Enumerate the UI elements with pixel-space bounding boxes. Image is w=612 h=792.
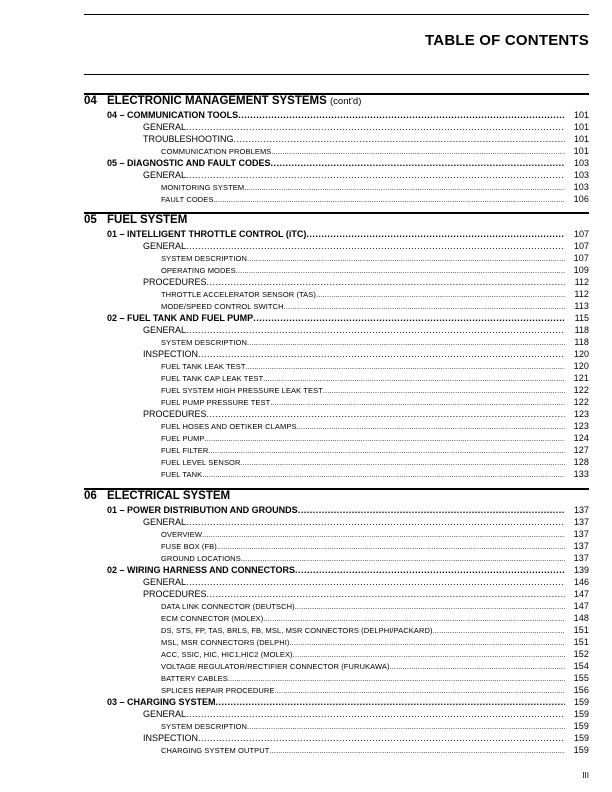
toc-entry-page: 128 bbox=[573, 457, 589, 467]
toc-entry[interactable] bbox=[161, 193, 589, 205]
toc-entry-page: 159 bbox=[573, 709, 589, 719]
toc-entry-page: 112 bbox=[574, 289, 589, 299]
toc-entry-page: 137 bbox=[573, 541, 589, 551]
dot-leader bbox=[202, 469, 565, 481]
toc-entry-page: 118 bbox=[574, 325, 589, 335]
dot-leader bbox=[271, 157, 565, 169]
toc-entry[interactable] bbox=[161, 660, 589, 672]
section-number: 05 bbox=[84, 214, 97, 226]
toc-entry[interactable] bbox=[161, 432, 589, 444]
toc-entry-label: VOLTAGE REGULATOR/RECTIFIER CONNECTOR (FURUKAWA) bbox=[161, 662, 390, 671]
toc-entry[interactable] bbox=[107, 696, 589, 708]
toc-entry-page: 122 bbox=[573, 397, 589, 407]
dot-leader bbox=[306, 228, 565, 240]
toc-entry[interactable] bbox=[161, 624, 589, 636]
toc-entry-page: 159 bbox=[573, 697, 589, 707]
toc-entry[interactable] bbox=[161, 360, 589, 372]
toc-entry-page: 107 bbox=[573, 229, 589, 239]
toc-entry[interactable] bbox=[161, 636, 589, 648]
toc-entry-label: FUEL HOSES AND OETIKER CLAMPS bbox=[161, 422, 297, 431]
toc-entry-label: COMMUNICATION PROBLEMS bbox=[161, 147, 272, 156]
toc-entry[interactable] bbox=[161, 684, 589, 696]
toc-entry-page: 103 bbox=[573, 182, 589, 192]
toc-entry[interactable] bbox=[161, 612, 589, 624]
toc-entry[interactable] bbox=[161, 264, 589, 276]
toc-entry-label: GENERAL bbox=[143, 325, 187, 335]
toc-entry-label: 02 – WIRING HARNESS AND CONNECTORS bbox=[107, 565, 296, 575]
dot-leader bbox=[198, 348, 565, 360]
toc-entry-label: GROUND LOCATIONS bbox=[161, 554, 241, 563]
toc-entry[interactable] bbox=[107, 228, 589, 240]
dot-leader bbox=[298, 504, 565, 516]
toc-entry-label: 01 – INTELLIGENT THROTTLE CONTROL (iTC) bbox=[107, 229, 307, 239]
toc-entry-label: THROTTLE ACCELERATOR SENSOR (TAS) bbox=[161, 290, 316, 299]
toc-entry-page: 109 bbox=[573, 265, 589, 275]
toc-entry-page: 159 bbox=[573, 745, 589, 755]
dot-leader bbox=[238, 109, 565, 121]
toc-entry-label: 02 – FUEL TANK AND FUEL PUMP bbox=[107, 313, 254, 323]
toc-entry-page: 120 bbox=[573, 361, 589, 371]
toc-entry-page: 159 bbox=[573, 721, 589, 731]
toc-entry-label: GENERAL bbox=[143, 122, 187, 132]
toc-entry[interactable] bbox=[107, 109, 589, 121]
toc-entry[interactable] bbox=[161, 300, 589, 312]
toc-entry-page: 137 bbox=[573, 529, 589, 539]
toc-entry-label: GENERAL bbox=[143, 170, 187, 180]
toc-entry[interactable] bbox=[143, 133, 589, 145]
dot-leader bbox=[216, 696, 565, 708]
toc-entry[interactable] bbox=[107, 157, 589, 169]
toc-entry-label: FUSE BOX (FB) bbox=[161, 542, 217, 551]
dot-leader bbox=[186, 240, 565, 252]
toc-entry[interactable] bbox=[107, 312, 589, 324]
toc-entry-page: 137 bbox=[573, 505, 589, 515]
dot-leader bbox=[186, 169, 565, 181]
dot-leader bbox=[234, 133, 565, 145]
toc-entry-label: SYSTEM DESCRIPTION bbox=[161, 338, 247, 347]
dot-leader bbox=[186, 516, 565, 528]
toc-entry-label: PROCEDURES bbox=[143, 589, 207, 599]
toc-entry[interactable] bbox=[161, 528, 589, 540]
section-heading bbox=[84, 490, 230, 502]
toc-entry-page: 107 bbox=[573, 241, 589, 251]
toc-entry[interactable] bbox=[107, 504, 589, 516]
toc-entry-page: 159 bbox=[573, 733, 589, 743]
toc-entry-label: DS, STS, FP, TAS, BRLS, FB, MSL, MSR CONNECTORS (DELPHI/PACKARD) bbox=[161, 626, 433, 635]
dot-leader bbox=[214, 194, 565, 206]
toc-entry-page: 112 bbox=[574, 277, 589, 287]
toc-entry-page: 101 bbox=[573, 134, 589, 144]
toc-entry-label: FUEL PUMP bbox=[161, 434, 205, 443]
toc-entry-label: 01 – POWER DISTRIBUTION AND GROUNDS bbox=[107, 505, 298, 515]
toc-entry[interactable] bbox=[161, 648, 589, 660]
top-rule bbox=[84, 14, 589, 15]
toc-entry-label: TROUBLESHOOTING bbox=[143, 134, 234, 144]
toc-entry-page: 148 bbox=[573, 613, 589, 623]
toc-entry-label: OPERATING MODES bbox=[161, 266, 236, 275]
toc-entry[interactable] bbox=[161, 252, 589, 264]
toc-entry-label: FUEL TANK CAP LEAK TEST bbox=[161, 374, 264, 383]
toc-entry[interactable] bbox=[143, 276, 589, 288]
toc-entry-page: 154 bbox=[573, 661, 589, 671]
toc-entry-label: FUEL FILTER bbox=[161, 446, 209, 455]
toc-entry[interactable] bbox=[161, 468, 589, 480]
toc-entry-label: MSL, MSR CONNECTORS (DELPHI) bbox=[161, 638, 290, 647]
section-heading bbox=[84, 95, 361, 107]
toc-entry-label: FUEL TANK bbox=[161, 470, 203, 479]
dot-leader bbox=[186, 121, 565, 133]
toc-entry-label: CHARGING SYSTEM OUTPUT bbox=[161, 746, 270, 755]
dot-leader bbox=[295, 564, 565, 576]
toc-entry-label: 05 – DIAGNOSTIC AND FAULT CODES bbox=[107, 158, 271, 168]
toc-entry-page: 103 bbox=[573, 170, 589, 180]
toc-entry-page: 113 bbox=[574, 301, 589, 311]
toc-entry-label: MONITORING SYSTEM bbox=[161, 183, 245, 192]
page-title: TABLE OF CONTENTS bbox=[425, 32, 589, 49]
dot-leader bbox=[207, 588, 565, 600]
toc-entry-page: 101 bbox=[573, 122, 589, 132]
toc-entry-page: 147 bbox=[573, 601, 589, 611]
dot-leader bbox=[207, 408, 565, 420]
toc-entry[interactable] bbox=[143, 516, 589, 528]
section-name: ELECTRICAL SYSTEM bbox=[107, 490, 231, 502]
toc-entry-label: FUEL PUMP PRESSURE TEST bbox=[161, 398, 271, 407]
toc-entry[interactable] bbox=[161, 456, 589, 468]
toc-entry-page: 121 bbox=[573, 373, 589, 383]
toc-entry-page: 147 bbox=[573, 589, 589, 599]
toc-entry[interactable] bbox=[161, 384, 589, 396]
toc-entry[interactable] bbox=[161, 396, 589, 408]
title-rule bbox=[84, 74, 589, 75]
dot-leader bbox=[186, 708, 565, 720]
toc-entry-page: 137 bbox=[573, 517, 589, 527]
toc-entry-label: SYSTEM DESCRIPTION bbox=[161, 254, 247, 263]
toc-entry-page: 101 bbox=[573, 146, 589, 156]
toc-entry-page: 156 bbox=[573, 685, 589, 695]
toc-entry-page: 106 bbox=[573, 194, 589, 204]
toc-entry-page: 123 bbox=[573, 409, 589, 419]
toc-entry-page: 155 bbox=[573, 673, 589, 683]
toc-entry[interactable] bbox=[161, 720, 589, 732]
dot-leader bbox=[186, 576, 565, 588]
section-number: 06 bbox=[84, 490, 97, 502]
toc-entry-label: OVERVIEW bbox=[161, 530, 203, 539]
toc-entry[interactable] bbox=[161, 288, 589, 300]
toc-entry[interactable] bbox=[143, 348, 589, 360]
toc-entry-label: SYSTEM DESCRIPTION bbox=[161, 722, 247, 731]
section-number: 04 bbox=[84, 95, 97, 107]
toc-entry-label: BATTERY CABLES bbox=[161, 674, 228, 683]
toc-entry-page: 151 bbox=[573, 625, 589, 635]
toc-entry-page: 152 bbox=[573, 649, 589, 659]
toc-entry-page: 107 bbox=[573, 253, 589, 263]
toc-entry[interactable] bbox=[161, 744, 589, 756]
section-heading bbox=[84, 214, 187, 226]
toc-entry-label: SPLICES REPAIR PROCEDURE bbox=[161, 686, 275, 695]
toc-entry-label: GENERAL bbox=[143, 709, 187, 719]
dot-leader bbox=[207, 276, 565, 288]
toc-entry-page: 127 bbox=[573, 445, 589, 455]
toc-entry[interactable] bbox=[161, 336, 589, 348]
toc-entry[interactable] bbox=[143, 576, 589, 588]
toc-entry[interactable] bbox=[143, 408, 589, 420]
toc-entry[interactable] bbox=[161, 372, 589, 384]
toc-entry[interactable] bbox=[161, 540, 589, 552]
toc-entry-label: INSPECTION bbox=[143, 349, 199, 359]
toc-entry[interactable] bbox=[161, 552, 589, 564]
toc-entry[interactable] bbox=[143, 324, 589, 336]
toc-entry[interactable] bbox=[161, 420, 589, 432]
toc-entry-page: 118 bbox=[574, 337, 589, 347]
toc-entry-page: 151 bbox=[573, 637, 589, 647]
toc-entry[interactable] bbox=[143, 732, 589, 744]
toc-entry-label: GENERAL bbox=[143, 517, 187, 527]
toc-entry-label: 03 – CHARGING SYSTEM bbox=[107, 697, 216, 707]
toc-entry-label: INSPECTION bbox=[143, 733, 199, 743]
toc-entry[interactable] bbox=[143, 121, 589, 133]
toc-entry-page: 122 bbox=[573, 385, 589, 395]
toc-entry-label: ECM CONNECTOR (MOLEX) bbox=[161, 614, 264, 623]
toc-entry-label: ACC, SSIC, HIC, HIC1,HIC2 (MOLEX) bbox=[161, 650, 293, 659]
toc-entry-page: 103 bbox=[573, 158, 589, 168]
toc-entry-label: PROCEDURES bbox=[143, 277, 207, 287]
toc-entry[interactable] bbox=[143, 708, 589, 720]
toc-entry-label: 04 – COMMUNICATION TOOLS bbox=[107, 110, 239, 120]
toc-entry[interactable] bbox=[161, 672, 589, 684]
toc-entry-page: 124 bbox=[573, 433, 589, 443]
toc-entry-label: MODE/SPEED CONTROL SWITCH bbox=[161, 302, 284, 311]
dot-leader bbox=[269, 745, 565, 757]
toc-entry-page: 133 bbox=[573, 469, 589, 479]
toc-entry-page: 146 bbox=[573, 577, 589, 587]
toc-entry[interactable] bbox=[161, 145, 589, 157]
toc-entry[interactable] bbox=[143, 169, 589, 181]
toc-entry[interactable] bbox=[161, 181, 589, 193]
toc-entry-label: PROCEDURES bbox=[143, 409, 207, 419]
toc-entry[interactable] bbox=[161, 600, 589, 612]
section-name: ELECTRONIC MANAGEMENT SYSTEMS bbox=[107, 95, 327, 107]
section-continued-note: (cont'd) bbox=[330, 96, 362, 107]
toc-entry-page: 101 bbox=[573, 110, 589, 120]
dot-leader bbox=[198, 732, 565, 744]
toc-entry[interactable] bbox=[161, 444, 589, 456]
toc-entry-label: GENERAL bbox=[143, 577, 187, 587]
toc-entry-page: 115 bbox=[574, 313, 589, 323]
toc-entry[interactable] bbox=[143, 240, 589, 252]
toc-entry-page: 137 bbox=[573, 553, 589, 563]
toc-entry-label: GENERAL bbox=[143, 241, 187, 251]
toc-entry[interactable] bbox=[107, 564, 589, 576]
dot-leader bbox=[186, 324, 565, 336]
toc-entry-page: 120 bbox=[573, 349, 589, 359]
toc-entry-label: DATA LINK CONNECTOR (DEUTSCH) bbox=[161, 602, 295, 611]
toc-entry-label: FUEL LEVEL SENSOR bbox=[161, 458, 241, 467]
page-number: III bbox=[582, 771, 589, 780]
toc-entry-page: 123 bbox=[573, 421, 589, 431]
section-name: FUEL SYSTEM bbox=[107, 214, 188, 226]
toc-entry[interactable] bbox=[143, 588, 589, 600]
toc-entry-label: FUEL TANK LEAK TEST bbox=[161, 362, 246, 371]
dot-leader bbox=[253, 312, 565, 324]
toc-entry-label: FUEL SYSTEM HIGH PRESSURE LEAK TEST bbox=[161, 386, 323, 395]
toc-entry-page: 139 bbox=[573, 565, 589, 575]
toc-entry-label: FAULT CODES bbox=[161, 195, 214, 204]
